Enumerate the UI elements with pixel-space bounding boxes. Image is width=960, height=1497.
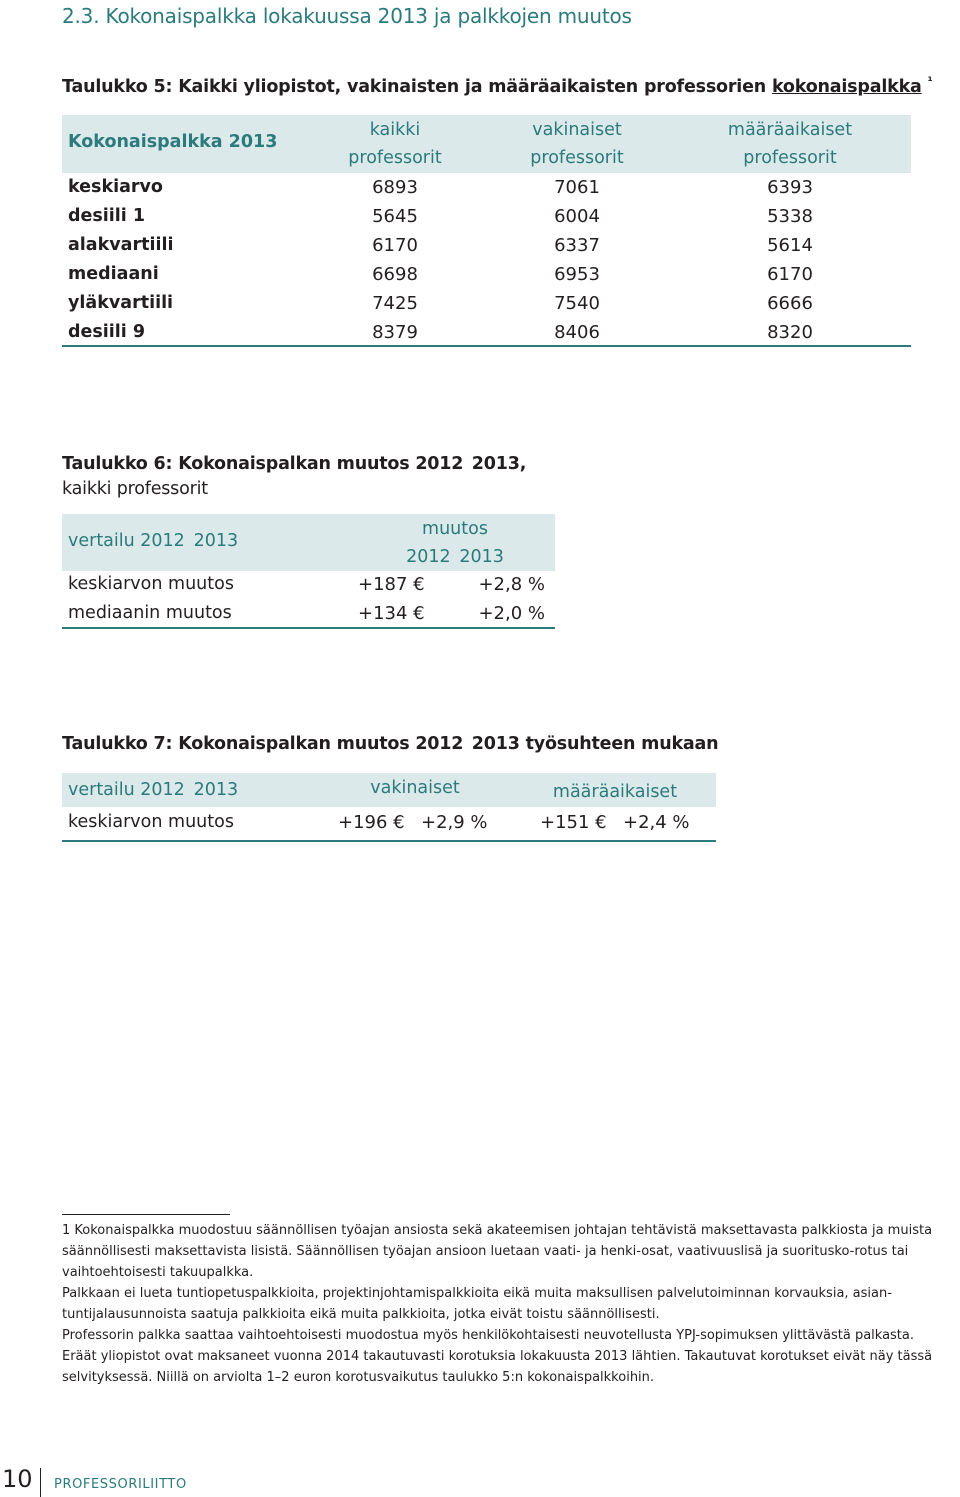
cell-fixed-term-euro: +151 € (540, 812, 607, 833)
cell-all: 6893 (372, 177, 418, 198)
table-row (62, 291, 911, 320)
cell-fixed-term-pct: +2,4 % (623, 812, 690, 833)
table5-body (62, 175, 911, 349)
cell-fixed-term: 6393 (767, 177, 813, 198)
cell-permanent-pct: +2,9 % (421, 812, 488, 833)
row-label: keskiarvon muutos (68, 574, 234, 594)
table5-col-header-all (315, 116, 475, 172)
row-label: desiili 9 (68, 322, 146, 342)
table-row (62, 175, 911, 204)
table5-footnote-mark: ¹ (927, 74, 933, 88)
col-header-line1: vakinaiset (532, 120, 622, 140)
col-header-line2: professorit (530, 148, 624, 168)
table7-header-left: vertailu 2012 2013 (68, 780, 239, 800)
cell-pct: +2,0 % (478, 603, 545, 624)
row-label: keskiarvo (68, 177, 163, 197)
footnote-1: 1 Kokonaispalkka muodostuu säännöllisen työajan ansiosta sekä akateemisen johtajan tehtävistä maksettavasta palkkiosta ja muista säännöllisesti maksettavista lisistä. Säännöllisen työajan ansioon luetaan vaati- ja henki-osat, vaativuuslisä ja suoritusko-rotus tai vaihtoehtoisesti takuupalkka. (62, 1223, 933, 1280)
cell-euro: +134 € (358, 603, 425, 624)
cell-all: 7425 (372, 293, 418, 314)
table6-body (62, 572, 555, 630)
cell-permanent: 8406 (554, 322, 600, 343)
page-number: 10 (2, 1465, 33, 1493)
table6-title (62, 452, 526, 502)
cell-permanent: 6004 (554, 206, 600, 227)
table-row (62, 204, 911, 233)
table-row (62, 572, 555, 601)
cell-fixed-term: 6666 (767, 293, 813, 314)
table6-header-right (370, 515, 540, 571)
table7-col-permanent: vakinaiset (370, 778, 460, 798)
table6-title-line1: Taulukko 6: Kokonaispalkan muutos 2012 2013, (62, 454, 527, 474)
cell-permanent: 6953 (554, 264, 600, 285)
cell-fixed-term: 5614 (767, 235, 813, 256)
row-label: desiili 1 (68, 206, 146, 226)
table-row (62, 233, 911, 262)
cell-fixed-term: 6170 (767, 264, 813, 285)
table5-col-header-permanent (497, 116, 657, 172)
table5-bottom-rule (62, 345, 911, 347)
row-label: mediaanin muutos (68, 603, 232, 623)
publication-name: PROFESSORILIITTO (54, 1477, 187, 1492)
table-row (62, 810, 716, 840)
cell-all: 8379 (372, 322, 418, 343)
footnote-rule (62, 1214, 230, 1215)
table7-col-fixed-term: määräaikaiset (552, 782, 678, 802)
cell-permanent: 7061 (554, 177, 600, 198)
row-label: keskiarvon muutos (68, 812, 234, 832)
col-header-line2: professorit (348, 148, 442, 168)
table-row (62, 262, 911, 291)
table5-header-left: Kokonaispalkka 2013 (68, 132, 278, 152)
row-label: alakvartiili (68, 235, 174, 255)
cell-permanent: 7540 (554, 293, 600, 314)
col-header-line1: määräaikaiset (727, 120, 853, 140)
cell-fixed-term: 5338 (767, 206, 813, 227)
table6-bottom-rule (62, 627, 555, 629)
footer-divider (40, 1468, 41, 1497)
row-label: mediaani (68, 264, 159, 284)
cell-permanent-euro: +196 € (338, 812, 405, 833)
cell-pct: +2,8 % (478, 574, 545, 595)
cell-euro: +187 € (358, 574, 425, 595)
table5-title (62, 74, 933, 97)
footnotes (62, 1220, 950, 1388)
table5-title-underlined: kokonaispalkka (771, 76, 922, 97)
col-header-line1: kaikki (369, 120, 421, 140)
footnote-2: Palkkaan ei lueta tuntiopetuspalkkioita, projektinjohtamispalkkioita eikä muita maksullisen palvelutoiminnan korvauksia, asian-tuntijalausunnoista saatuja palkkioita eikä muita palkkioita, jotka eivät toistu säännöllisesti. (62, 1286, 892, 1322)
col-header-line2: professorit (743, 148, 837, 168)
table5-title-prefix: Taulukko 5: Kaikki yliopistot, vakinaisten ja määräaikaisten professorien (62, 76, 772, 97)
cell-permanent: 6337 (554, 235, 600, 256)
footnote-4: Eräät yliopistot ovat maksaneet vuonna 2014 takautuvasti korotuksia lokakuusta 2013 lähtien. Takautuvat korotukset eivät näy tässä selvityksessä. Niillä on arviolta 1–2 euron korotusvaikutus taulukko 5:n kokonaispalkkoihin. (62, 1349, 933, 1385)
table7-bottom-rule (62, 840, 716, 842)
header-line2: 2012 2013 (406, 547, 504, 567)
table-row (62, 601, 555, 630)
cell-all: 5645 (372, 206, 418, 227)
row-label: yläkvartiili (68, 293, 174, 313)
table5-col-header-fixed-term (700, 116, 880, 172)
cell-all: 6698 (372, 264, 418, 285)
section-heading: 2.3. Kokonaispalkka lokakuussa 2013 ja palkkojen muutos (62, 4, 632, 28)
header-line1: muutos (422, 519, 488, 539)
cell-all: 6170 (372, 235, 418, 256)
footnote-3: Professorin palkka saattaa vaihtoehtoisesti muodostua myös henkilökohtaisesti neuvotellusta YPJ-sopimuksen ylittävästä palkasta. (62, 1328, 915, 1343)
cell-fixed-term: 8320 (767, 322, 813, 343)
table6-title-line2: kaikki professorit (62, 479, 208, 499)
table6-header-left: vertailu 2012 2013 (68, 531, 239, 551)
table7-title: Taulukko 7: Kokonaispalkan muutos 2012 2013 työsuhteen mukaan (62, 734, 719, 754)
